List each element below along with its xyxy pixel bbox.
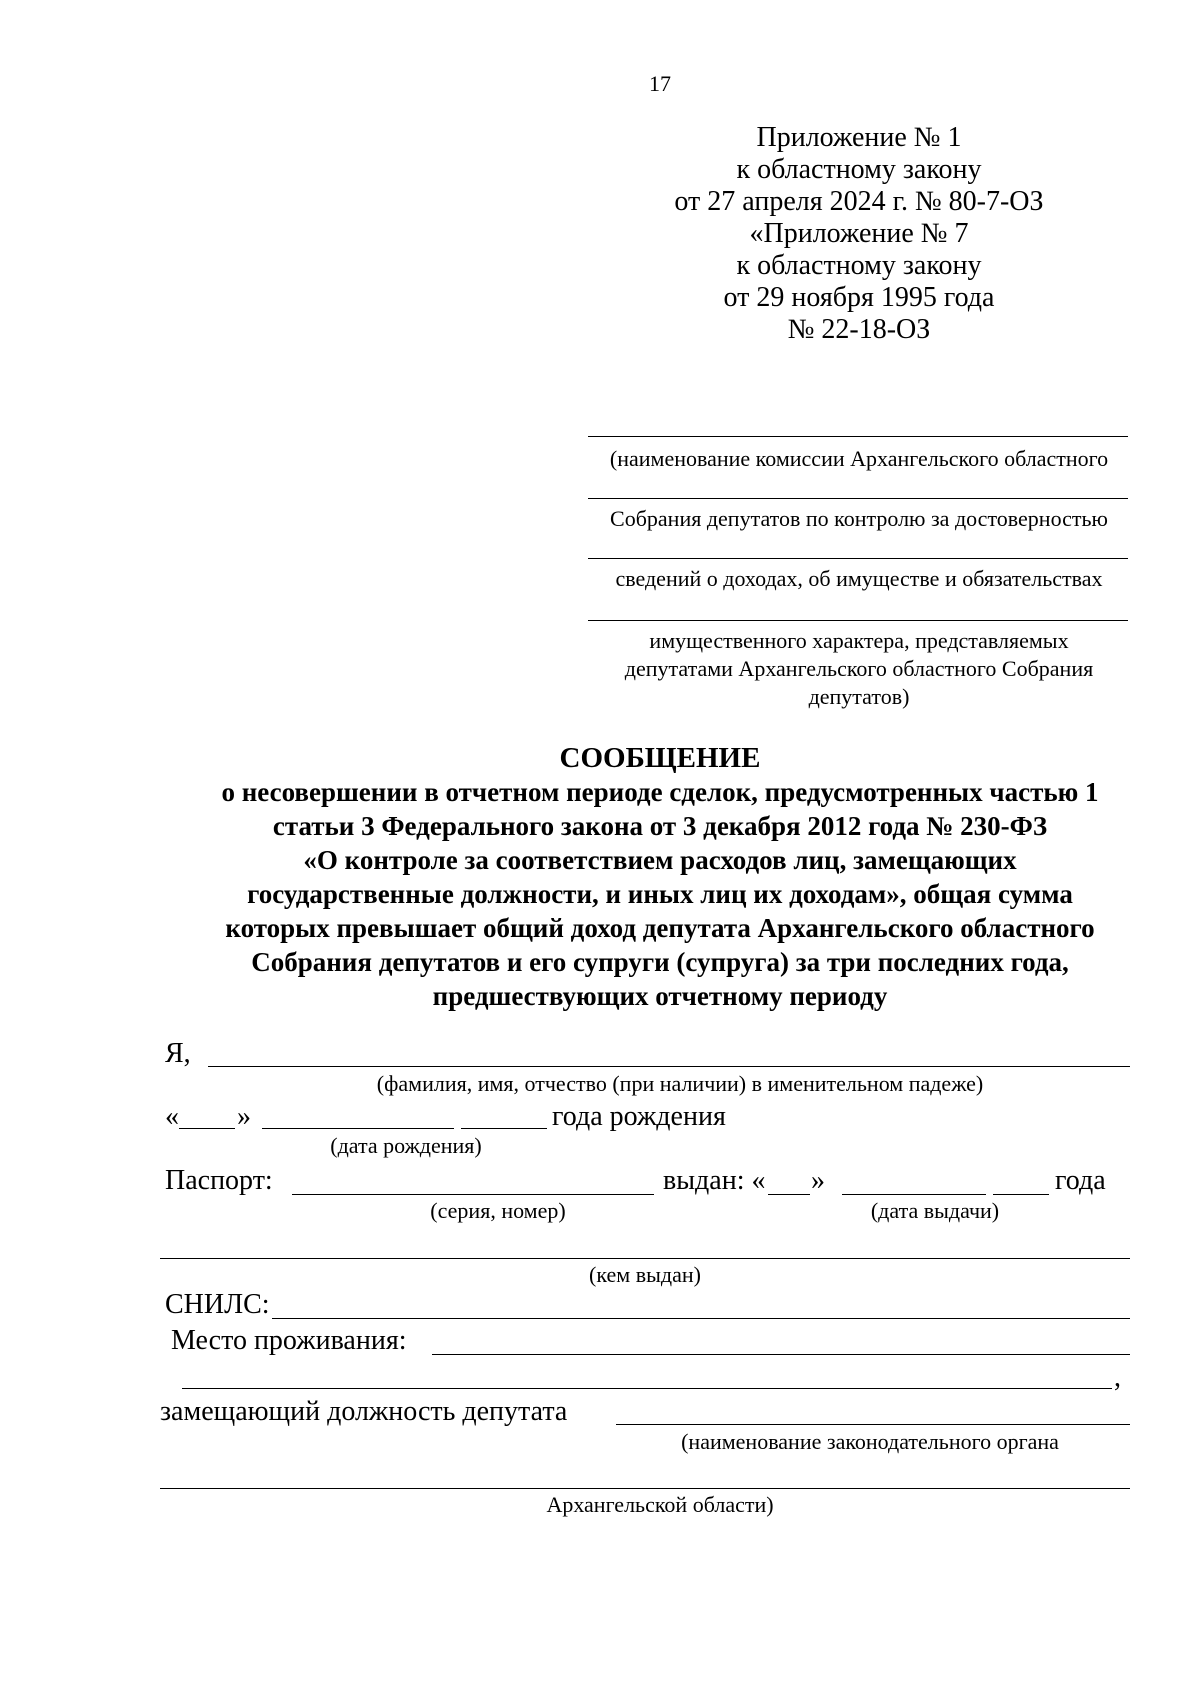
subtitle-line: предшествующих отчетному периоду [432,981,888,1011]
commission-caption: депутатов) [808,684,910,709]
legislature-field-2[interactable] [160,1488,1130,1489]
issued-by-caption: (кем выдан) [589,1262,701,1287]
birth-suffix: года рождения [552,1101,726,1132]
snils-label: СНИЛС: [165,1289,270,1320]
page-number: 17 [649,71,671,96]
legislature-field[interactable] [616,1424,1130,1425]
commission-line[interactable] [588,436,1128,437]
legislature-caption: Архангельской области) [546,1492,774,1517]
commission-caption: сведений о доходах, об имуществе и обязательствах [615,566,1103,591]
appendix-line: от 27 апреля 2024 г. № 80-7-ОЗ [674,186,1044,217]
issued-by-field[interactable] [160,1258,1130,1259]
passport-series-field[interactable] [292,1194,654,1195]
appendix-line: Приложение № 1 [756,122,962,153]
quote-open: « [165,1101,179,1132]
issue-year-field[interactable] [993,1194,1049,1195]
snils-field[interactable] [272,1318,1130,1319]
fio-field[interactable] [208,1066,1130,1067]
birth-month-field[interactable] [262,1128,454,1129]
subtitle-line: «О контроле за соответствием расходов лиц, замещающих [303,845,1017,875]
year-label: года [1055,1165,1106,1196]
quote-close: » [237,1101,251,1132]
commission-caption: имущественного характера, представляемых [649,628,1069,653]
appendix-line: от 29 ноября 1995 года [723,282,995,313]
subtitle-line: статьи 3 Федерального закона от 3 декабря 2012 года № 230-ФЗ [272,811,1048,841]
fio-caption: (фамилия, имя, отчество (при наличии) в именительном падеже) [376,1071,984,1096]
commission-line[interactable] [588,498,1128,499]
commission-caption: депутатами Архангельского областного Собрания [624,656,1094,681]
birth-day-field[interactable] [179,1128,235,1129]
quote-close: » [811,1165,825,1196]
commission-caption: (наименование комиссии Архангельского областного [609,446,1109,471]
residence-label: Место проживания: [171,1325,407,1356]
i-label: Я, [165,1038,191,1069]
appendix-line: № 22-18-ОЗ [787,314,931,345]
subtitle-line: государственные должности, и иных лиц их доходам», общая сумма [247,879,1073,909]
legislature-caption: (наименование законодательного органа [681,1429,1059,1454]
appendix-line: к областному закону [736,154,982,185]
deputy-label: замещающий должность депутата [160,1396,568,1427]
residence-field[interactable] [432,1354,1130,1355]
document-title: СООБЩЕНИЕ [559,742,761,774]
subtitle-line: о несовершении в отчетном периоде сделок, предусмотренных частью 1 [221,777,1099,807]
issue-day-field[interactable] [768,1194,810,1195]
comma: , [1114,1362,1121,1393]
series-caption: (серия, номер) [430,1198,566,1223]
birth-caption: (дата рождения) [330,1133,482,1158]
birth-year-field[interactable] [461,1128,547,1129]
appendix-line: к областному закону [736,250,982,281]
appendix-line: «Приложение № 7 [749,218,969,249]
subtitle-line: которых превышает общий доход депутата Архангельского областного [225,913,1095,943]
commission-line[interactable] [588,620,1128,621]
residence-field-2[interactable] [182,1388,1112,1389]
issued-label: выдан: « [663,1165,766,1196]
subtitle-line: Собрания депутатов и его супруги (супруга) за три последних года, [251,947,1069,977]
commission-caption: Собрания депутатов по контролю за достоверностью [610,506,1108,531]
issue-date-caption: (дата выдачи) [870,1198,1000,1223]
issue-month-field[interactable] [842,1194,986,1195]
passport-label: Паспорт: [165,1165,273,1196]
commission-line[interactable] [588,558,1128,559]
